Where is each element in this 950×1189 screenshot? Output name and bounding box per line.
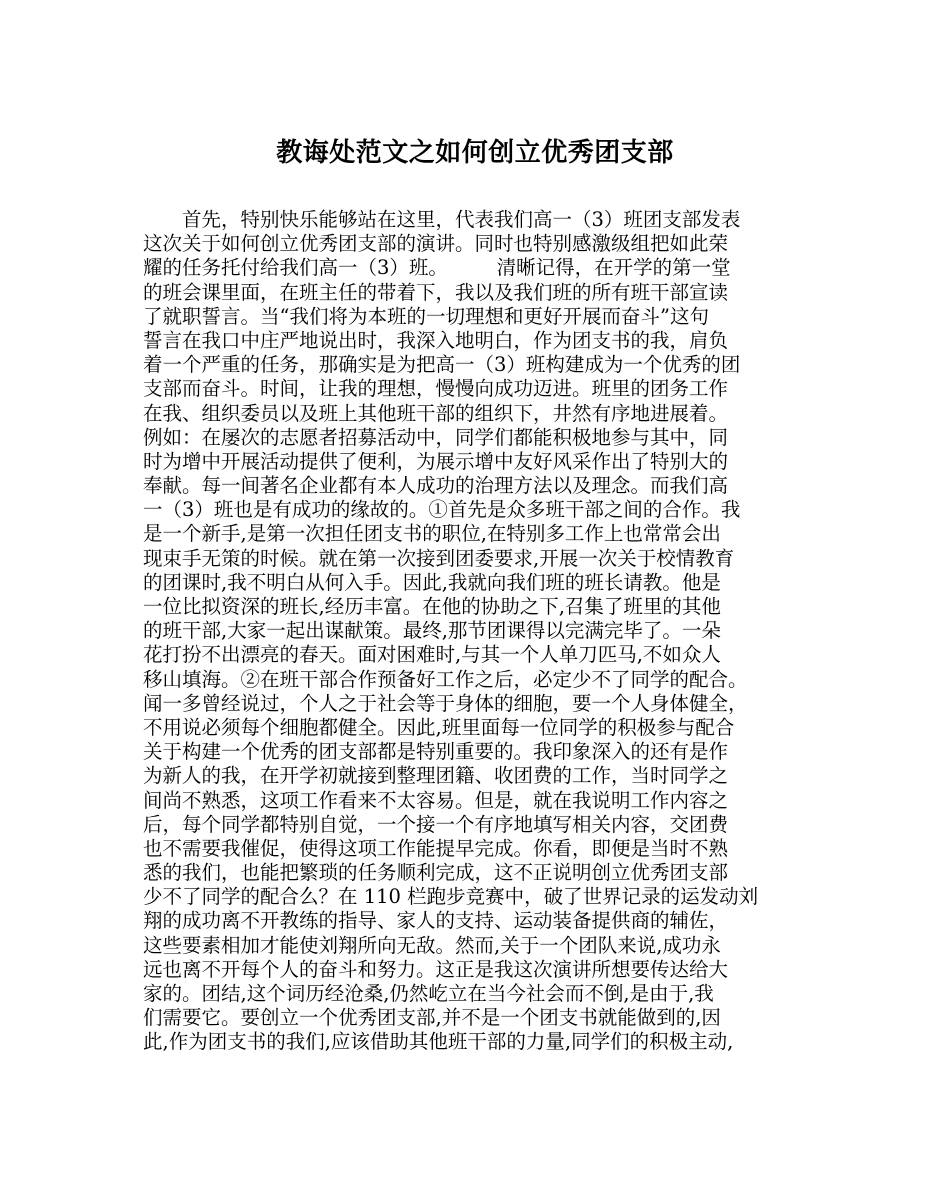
body-text-line: 一位比拟资深的班长,经历丰富。在他的协助之下,召集了班里的其他 xyxy=(143,595,721,618)
body-text-line: 这些要素相加才能使刘翔所向无敌。然而,关于一个团队来说,成功永 xyxy=(143,933,721,957)
body-text-line: 悉的我们，也能把繁琐的任务顺利完成，这不正说明创立优秀团支部 xyxy=(143,861,729,885)
body-text-line: 是一个新手,是第一次担任团支书的职位,在特别多工作上也常常会出 xyxy=(143,522,721,546)
body-text-line: 家的。团结,这个词历经沧桑,仍然屹立在当今社会而不倒,是由于,我 xyxy=(143,982,714,1005)
body-text-line: 不用说必须每个细胞都健全。因此,班里面每一位同学的积极参与配合 xyxy=(143,715,735,739)
body-text-line: 们需要它。要创立一个优秀团支部,并不是一个团支书就能做到的,因 xyxy=(143,1006,721,1030)
body-text-line: 为新人的我，在开学初就接到整理团籍、收团费的工作，当时同学之 xyxy=(143,764,729,788)
body-text-line: 着一个严重的任务，那确实是为把高一（3）班构建成为一个优秀的团 xyxy=(143,353,741,377)
body-text-line: 闻一多曾经说过，个人之于社会等于身体的细胞，要一个人身体健全， xyxy=(143,691,748,715)
document-body xyxy=(143,208,824,1055)
body-text-line: 翔的成功离不开教练的指导、家人的支持、运动装备提供商的辅佐， xyxy=(143,909,729,933)
body-text-line: 的团课时,我不明白从何入手。因此,我就向我们班的班长请教。他是 xyxy=(143,570,721,594)
body-text-line: 一（3）班也是有成功的缘故的。①首先是众多班干部之间的合作。我 xyxy=(143,498,741,522)
body-text-line: 例如：在屡次的志愿者招募活动中，同学们都能积极地参与其中，同 xyxy=(143,425,729,449)
body-text-line: 支部而奋斗。时间，让我的理想，慢慢向成功迈进。班里的团务工作 xyxy=(143,377,729,401)
body-text-line: 关于构建一个优秀的团支部都是特别重要的。我印象深入的还有是作 xyxy=(143,740,729,764)
body-text-line: 也不需要我催促，使得这项工作能提早完成。你看，即便是当时不熟 xyxy=(143,836,729,860)
body-text-line: 现束手无策的时候。就在第一次接到团委要求,开展一次关于校情教育 xyxy=(143,546,735,570)
body-text-line: 间尚不熟悉，这项工作看来不太容易。但是，就在我说明工作内容之 xyxy=(143,788,729,812)
body-text-line: 了就职誓言。当“我们将为本班的一切理想和更好开展而奋斗”这句 xyxy=(143,304,709,328)
body-text-line: 耀的任务托付给我们高一（3）班。 清晰记得，在开学的第一堂 xyxy=(143,256,731,280)
body-text-line: 在我、组织委员以及班上其他班干部的组织下，井然有序地进展着。 xyxy=(143,401,729,425)
document-title: 教诲处范文之如何创立优秀团支部 xyxy=(276,138,674,168)
body-text-line: 少不了同学的配合么？在 110 栏跑步竞赛中，破了世界记录的运发动刘 xyxy=(143,885,759,909)
body-text-line: 誓言在我口中庄严地说出时，我深入地明白，作为团支书的我，肩负 xyxy=(143,328,729,352)
body-text-line: 花打扮不出漂亮的春天。面对困难时,与其一个人单刀匹马,不如众人 xyxy=(143,643,721,667)
body-text-line: 移山填海。②在班干部合作预备好工作之后，必定少不了同学的配合。 xyxy=(143,667,748,691)
body-text-line: 远也离不开每个人的奋斗和努力。这正是我这次演讲所想要传达给大 xyxy=(143,957,729,981)
body-text-line: 此,作为团支书的我们,应该借助其他班干部的力量,同学们的积极主动, xyxy=(143,1030,734,1054)
body-text-line: 的班会课里面，在班主任的带着下，我以及我们班的所有班干部宣读 xyxy=(143,280,729,304)
body-text-line: 这次关于如何创立优秀团支部的演讲。同时也特别感激级组把如此荣 xyxy=(143,232,729,256)
body-text-line: 首先，特别快乐能够站在这里，代表我们高一（3）班团支部发表 xyxy=(143,208,741,231)
body-text-line: 的班干部,大家一起出谋献策。最终,那节团课得以完满完毕了。一朵 xyxy=(143,619,721,643)
body-text-line: 奉献。每一间著名企业都有本人成功的治理方法以及理念。而我们高 xyxy=(143,474,729,498)
body-text-line: 时为增中开展活动提供了便利，为展示增中友好风采作出了特别大的 xyxy=(143,449,729,473)
body-text-line: 后，每个同学都特别自觉，一个接一个有序地填写相关内容，交团费 xyxy=(143,812,729,836)
